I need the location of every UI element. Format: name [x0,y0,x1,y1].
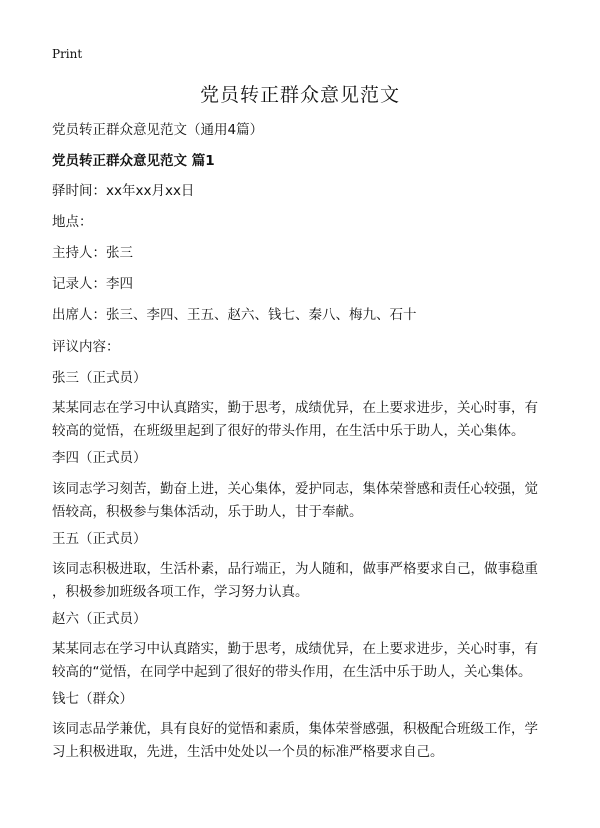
meta-time: 驿时间：xx年xx月xx日 [52,183,195,199]
review-text-line: 该同志学习刻苦，勤奋上进，关心集体，爱护同志，集体荣誉感和责任心较强，觉 [52,481,538,497]
review-text-line: ，积极参加班级各项工作，学习努力认真。 [52,584,309,600]
review-text-line: 某某同志在学习中认真踏实，勤于思考，成绩优异，在上要求进步，关心时事，有 [52,400,538,416]
meta-place: 地点： [52,214,93,230]
review-text [52,478,552,524]
section-heading: 党员转正群众意见范文 篇1 [52,153,215,169]
review-name: 赵六（正式员） [52,611,147,627]
review-text-line: 较高的觉悟，在班级里起到了很好的带头作用，在生活中乐于助人，关心集体。 [52,423,525,439]
review-text-line: 悟较高，积极参与集体活动，乐于助人，甘于奉献。 [52,504,363,520]
review-text-line: 该同志品学兼优，具有良好的觉悟和素质，集体荣誉感强，积极配合班级工作，学 [52,721,538,737]
review-text-line: 习上积极进取，先进，生活中处处以一个员的标准严格要求自己。 [52,744,444,760]
meta-host: 主持人：张三 [52,245,133,261]
meta-content-label: 评议内容： [52,339,120,355]
meta-attendees: 出席人：张三、李四、王五、赵六、钱七、秦八、梅九、石十 [52,307,417,323]
review-name: 王五（正式员） [52,531,147,547]
document-subtitle: 党员转正群众意见范文（通用4篇） [52,122,264,138]
review-text [52,718,552,764]
print-link[interactable]: Print [52,47,83,61]
review-name: 张三（正式员） [52,370,147,386]
meta-recorder: 记录人：李四 [52,276,133,292]
review-name: 钱七（群众） [52,691,133,707]
review-name: 李四（正式员） [52,450,147,466]
review-text-line: 某某同志在学习中认真踏实，勤于思考，成绩优异，在上要求进步，关心时事，有 [52,641,538,657]
review-text [52,638,552,684]
review-text-line: 该同志积极进取，生活朴素，品行端正，为人随和，做事严格要求自己，做事稳重 [52,561,538,577]
page-title: 党员转正群众意见范文 [199,84,400,106]
review-text [52,558,552,604]
review-text [52,397,552,443]
review-text-line: 较高的“觉悟，在同学中起到了很好的带头作用，在生活中乐于助人，关心集体。 [52,664,532,680]
